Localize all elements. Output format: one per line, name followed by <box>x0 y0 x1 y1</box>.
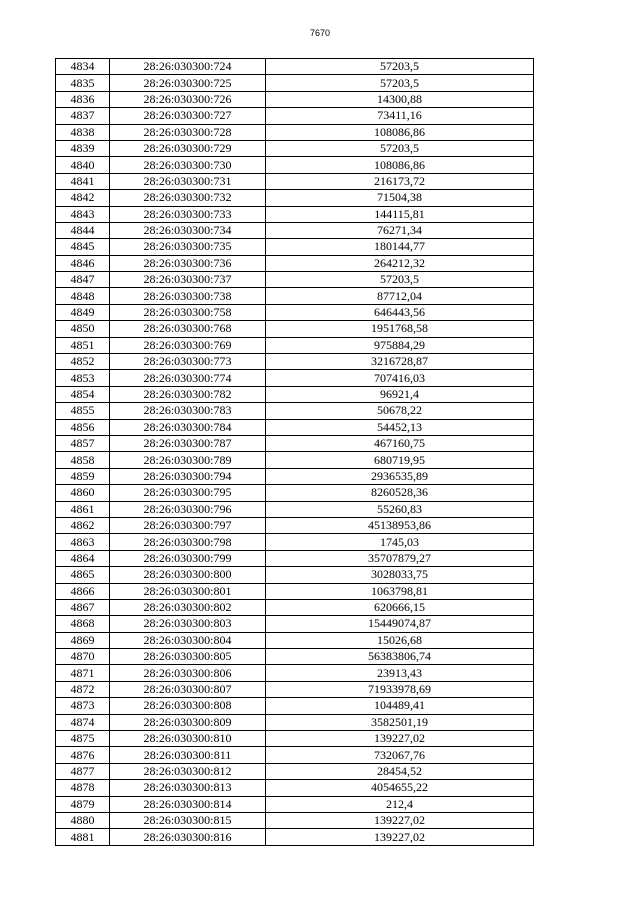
table-row <box>56 304 534 320</box>
cadastral-number-cell: 28:26:030300:814 <box>110 796 266 812</box>
row-number-cell: 4843 <box>56 206 110 222</box>
row-number-cell: 4848 <box>56 288 110 304</box>
table-row <box>56 567 534 583</box>
table-row <box>56 337 534 353</box>
table-row <box>56 649 534 665</box>
value-cell: 71933978,69 <box>266 681 534 697</box>
value-cell: 57203,5 <box>266 59 534 75</box>
row-number-cell: 4861 <box>56 501 110 517</box>
value-cell: 646443,56 <box>266 304 534 320</box>
table-row <box>56 124 534 140</box>
value-cell: 216173,72 <box>266 173 534 189</box>
value-cell: 14300,88 <box>266 91 534 107</box>
value-cell: 57203,5 <box>266 272 534 288</box>
cadastral-number-cell: 28:26:030300:808 <box>110 698 266 714</box>
cadastral-number-cell: 28:26:030300:809 <box>110 714 266 730</box>
cadastral-number-cell: 28:26:030300:816 <box>110 829 266 845</box>
row-number-cell: 4867 <box>56 599 110 615</box>
table-row <box>56 272 534 288</box>
row-number-cell: 4879 <box>56 796 110 812</box>
cadastral-number-cell: 28:26:030300:804 <box>110 632 266 648</box>
table-row <box>56 321 534 337</box>
table-row <box>56 386 534 402</box>
value-cell: 3582501,19 <box>266 714 534 730</box>
cadastral-number-cell: 28:26:030300:732 <box>110 190 266 206</box>
table-body <box>56 59 534 846</box>
table-row <box>56 780 534 796</box>
table-row <box>56 59 534 75</box>
cadastral-number-cell: 28:26:030300:725 <box>110 75 266 91</box>
value-cell: 2936535,89 <box>266 468 534 484</box>
row-number-cell: 4871 <box>56 665 110 681</box>
cadastral-number-cell: 28:26:030300:806 <box>110 665 266 681</box>
value-cell: 73411,16 <box>266 108 534 124</box>
value-cell: 87712,04 <box>266 288 534 304</box>
cadastral-number-cell: 28:26:030300:769 <box>110 337 266 353</box>
cadastral-number-cell: 28:26:030300:774 <box>110 370 266 386</box>
table-row <box>56 468 534 484</box>
value-cell: 467160,75 <box>266 435 534 451</box>
row-number-cell: 4865 <box>56 567 110 583</box>
row-number-cell: 4838 <box>56 124 110 140</box>
value-cell: 1745,03 <box>266 534 534 550</box>
table-row <box>56 501 534 517</box>
row-number-cell: 4873 <box>56 698 110 714</box>
row-number-cell: 4878 <box>56 780 110 796</box>
value-cell: 15026,68 <box>266 632 534 648</box>
row-number-cell: 4858 <box>56 452 110 468</box>
table-row <box>56 91 534 107</box>
row-number-cell: 4855 <box>56 403 110 419</box>
cadastral-number-cell: 28:26:030300:811 <box>110 747 266 763</box>
value-cell: 680719,95 <box>266 452 534 468</box>
table-row <box>56 173 534 189</box>
table-row <box>56 403 534 419</box>
cadastral-number-cell: 28:26:030300:738 <box>110 288 266 304</box>
cadastral-number-cell: 28:26:030300:796 <box>110 501 266 517</box>
value-cell: 35707879,27 <box>266 550 534 566</box>
row-number-cell: 4839 <box>56 140 110 156</box>
table-row <box>56 452 534 468</box>
value-cell: 50678,22 <box>266 403 534 419</box>
value-cell: 180144,77 <box>266 239 534 255</box>
cadastral-number-cell: 28:26:030300:805 <box>110 649 266 665</box>
row-number-cell: 4844 <box>56 222 110 238</box>
table-row <box>56 370 534 386</box>
table-row <box>56 583 534 599</box>
table-row <box>56 763 534 779</box>
row-number-cell: 4866 <box>56 583 110 599</box>
cadastral-number-cell: 28:26:030300:784 <box>110 419 266 435</box>
cadastral-number-cell: 28:26:030300:797 <box>110 517 266 533</box>
cadastral-number-cell: 28:26:030300:736 <box>110 255 266 271</box>
value-cell: 57203,5 <box>266 75 534 91</box>
table-row <box>56 157 534 173</box>
cadastral-number-cell: 28:26:030300:787 <box>110 435 266 451</box>
cadastral-number-cell: 28:26:030300:735 <box>110 239 266 255</box>
table-row <box>56 517 534 533</box>
row-number-cell: 4847 <box>56 272 110 288</box>
cadastral-number-cell: 28:26:030300:782 <box>110 386 266 402</box>
row-number-cell: 4872 <box>56 681 110 697</box>
table-row <box>56 632 534 648</box>
value-cell: 139227,02 <box>266 829 534 845</box>
value-cell: 56383806,74 <box>266 649 534 665</box>
cadastral-number-cell: 28:26:030300:773 <box>110 354 266 370</box>
cadastral-number-cell: 28:26:030300:737 <box>110 272 266 288</box>
table-row <box>56 550 534 566</box>
row-number-cell: 4837 <box>56 108 110 124</box>
value-cell: 55260,83 <box>266 501 534 517</box>
cadastral-number-cell: 28:26:030300:810 <box>110 731 266 747</box>
value-cell: 96921,4 <box>266 386 534 402</box>
value-cell: 108086,86 <box>266 157 534 173</box>
table-row <box>56 190 534 206</box>
row-number-cell: 4862 <box>56 517 110 533</box>
row-number-cell: 4849 <box>56 304 110 320</box>
value-cell: 1951768,58 <box>266 321 534 337</box>
value-cell: 975884,29 <box>266 337 534 353</box>
value-cell: 71504,38 <box>266 190 534 206</box>
row-number-cell: 4868 <box>56 616 110 632</box>
cadastral-number-cell: 28:26:030300:807 <box>110 681 266 697</box>
value-cell: 732067,76 <box>266 747 534 763</box>
row-number-cell: 4852 <box>56 354 110 370</box>
table-row <box>56 698 534 714</box>
row-number-cell: 4853 <box>56 370 110 386</box>
cadastral-number-cell: 28:26:030300:726 <box>110 91 266 107</box>
table-row <box>56 829 534 845</box>
row-number-cell: 4874 <box>56 714 110 730</box>
row-number-cell: 4870 <box>56 649 110 665</box>
table-row <box>56 255 534 271</box>
table-row <box>56 108 534 124</box>
table-row <box>56 288 534 304</box>
value-cell: 3028033,75 <box>266 567 534 583</box>
table-row <box>56 485 534 501</box>
cadastral-number-cell: 28:26:030300:795 <box>110 485 266 501</box>
cadastral-number-cell: 28:26:030300:728 <box>110 124 266 140</box>
table-row <box>56 599 534 615</box>
row-number-cell: 4860 <box>56 485 110 501</box>
table-row <box>56 354 534 370</box>
table-row <box>56 222 534 238</box>
table-row <box>56 812 534 828</box>
page-number: 7670 <box>309 28 331 38</box>
cadastral-number-cell: 28:26:030300:734 <box>110 222 266 238</box>
row-number-cell: 4835 <box>56 75 110 91</box>
value-cell: 144115,81 <box>266 206 534 222</box>
cadastral-number-cell: 28:26:030300:800 <box>110 567 266 583</box>
cadastral-number-cell: 28:26:030300:729 <box>110 140 266 156</box>
value-cell: 8260528,36 <box>266 485 534 501</box>
value-cell: 1063798,81 <box>266 583 534 599</box>
value-cell: 45138953,86 <box>266 517 534 533</box>
cadastral-number-cell: 28:26:030300:813 <box>110 780 266 796</box>
row-number-cell: 4836 <box>56 91 110 107</box>
cadastral-number-cell: 28:26:030300:783 <box>110 403 266 419</box>
table-row <box>56 616 534 632</box>
value-cell: 264212,32 <box>266 255 534 271</box>
cadastral-number-cell: 28:26:030300:727 <box>110 108 266 124</box>
table-row <box>56 714 534 730</box>
table-row <box>56 747 534 763</box>
cadastral-number-cell: 28:26:030300:789 <box>110 452 266 468</box>
cadastral-value-table <box>55 58 534 846</box>
cadastral-number-cell: 28:26:030300:758 <box>110 304 266 320</box>
row-number-cell: 4869 <box>56 632 110 648</box>
row-number-cell: 4881 <box>56 829 110 845</box>
cadastral-number-cell: 28:26:030300:803 <box>110 616 266 632</box>
value-cell: 620666,15 <box>266 599 534 615</box>
row-number-cell: 4857 <box>56 435 110 451</box>
value-cell: 57203,5 <box>266 140 534 156</box>
row-number-cell: 4856 <box>56 419 110 435</box>
row-number-cell: 4840 <box>56 157 110 173</box>
value-cell: 707416,03 <box>266 370 534 386</box>
table-row <box>56 75 534 91</box>
row-number-cell: 4854 <box>56 386 110 402</box>
value-cell: 104489,41 <box>266 698 534 714</box>
value-cell: 108086,86 <box>266 124 534 140</box>
value-cell: 3216728,87 <box>266 354 534 370</box>
table-row <box>56 731 534 747</box>
cadastral-number-cell: 28:26:030300:794 <box>110 468 266 484</box>
table-row <box>56 665 534 681</box>
cadastral-number-cell: 28:26:030300:731 <box>110 173 266 189</box>
row-number-cell: 4877 <box>56 763 110 779</box>
row-number-cell: 4841 <box>56 173 110 189</box>
table-row <box>56 435 534 451</box>
value-cell: 28454,52 <box>266 763 534 779</box>
row-number-cell: 4864 <box>56 550 110 566</box>
cadastral-number-cell: 28:26:030300:815 <box>110 812 266 828</box>
row-number-cell: 4859 <box>56 468 110 484</box>
row-number-cell: 4842 <box>56 190 110 206</box>
cadastral-number-cell: 28:26:030300:768 <box>110 321 266 337</box>
table-row <box>56 681 534 697</box>
cadastral-number-cell: 28:26:030300:733 <box>110 206 266 222</box>
cadastral-number-cell: 28:26:030300:730 <box>110 157 266 173</box>
table-row <box>56 140 534 156</box>
row-number-cell: 4834 <box>56 59 110 75</box>
value-cell: 23913,43 <box>266 665 534 681</box>
value-cell: 76271,34 <box>266 222 534 238</box>
value-cell: 212,4 <box>266 796 534 812</box>
cadastral-number-cell: 28:26:030300:812 <box>110 763 266 779</box>
row-number-cell: 4850 <box>56 321 110 337</box>
cadastral-number-cell: 28:26:030300:798 <box>110 534 266 550</box>
table-row <box>56 206 534 222</box>
row-number-cell: 4863 <box>56 534 110 550</box>
row-number-cell: 4880 <box>56 812 110 828</box>
table-row <box>56 534 534 550</box>
cadastral-number-cell: 28:26:030300:802 <box>110 599 266 615</box>
cadastral-number-cell: 28:26:030300:799 <box>110 550 266 566</box>
cadastral-number-cell: 28:26:030300:724 <box>110 59 266 75</box>
row-number-cell: 4875 <box>56 731 110 747</box>
cadastral-number-cell: 28:26:030300:801 <box>110 583 266 599</box>
row-number-cell: 4845 <box>56 239 110 255</box>
value-cell: 139227,02 <box>266 812 534 828</box>
value-cell: 139227,02 <box>266 731 534 747</box>
value-cell: 54452,13 <box>266 419 534 435</box>
table-row <box>56 239 534 255</box>
table-row <box>56 419 534 435</box>
row-number-cell: 4851 <box>56 337 110 353</box>
value-cell: 15449074,87 <box>266 616 534 632</box>
table-row <box>56 796 534 812</box>
row-number-cell: 4846 <box>56 255 110 271</box>
row-number-cell: 4876 <box>56 747 110 763</box>
value-cell: 4054655,22 <box>266 780 534 796</box>
